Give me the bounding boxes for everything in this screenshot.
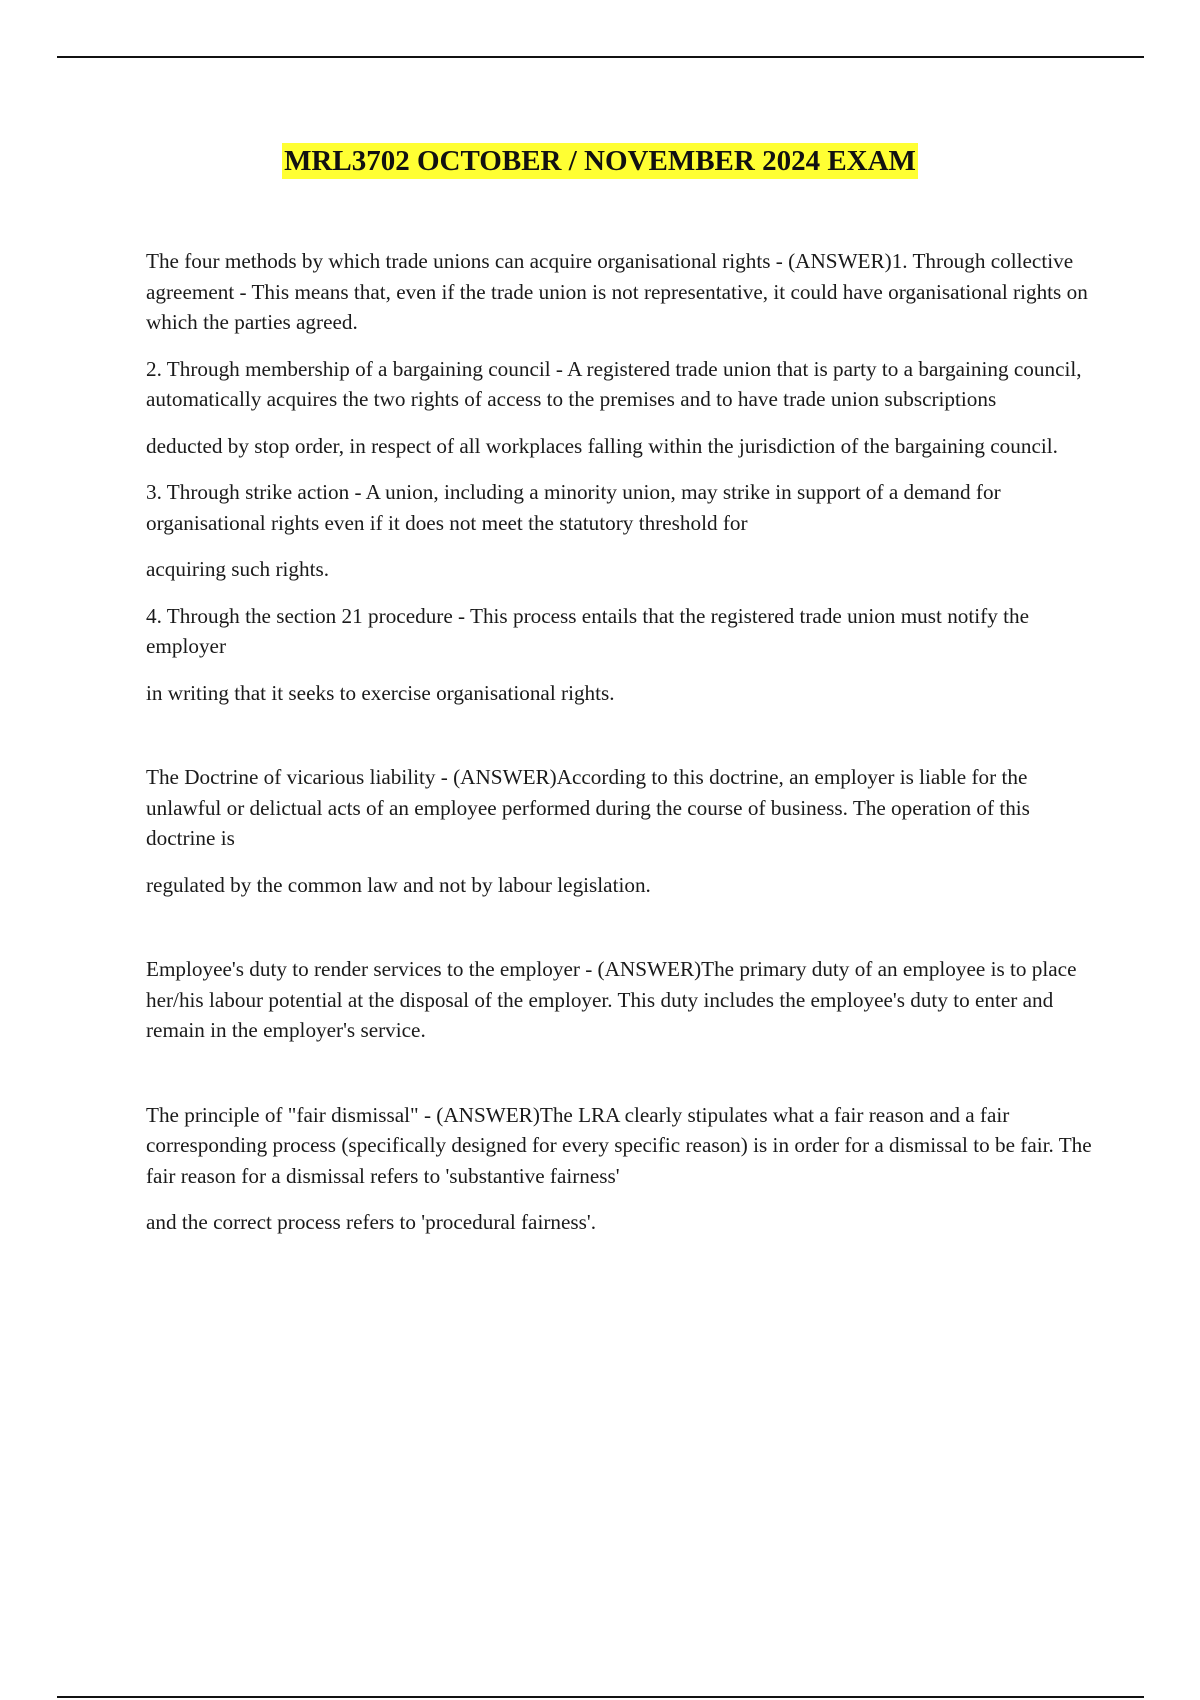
paragraph: The principle of "fair dismissal" - (ANSWER)The LRA clearly stipulates what a fair reason and a fair corresponding process (specifically designed for every specific reason) is in order for a dismissal to be fair. The fair reason for a dismissal refers to 'substantive fairness': [146, 1102, 1092, 1188]
paragraph: 4. Through the section 21 procedure - This process entails that the registered trade union must notify the employer: [146, 603, 1029, 658]
paragraph: in writing that it seeks to exercise organisational rights.: [146, 680, 615, 705]
qa-block-employee-duty: [146, 954, 1096, 1046]
paragraph: and the correct process refers to 'procedural fairness'.: [146, 1210, 597, 1234]
title-container: [0, 143, 1200, 179]
qa-block-vicarious-liability: [146, 762, 1096, 900]
paragraph: deducted by stop order, in respect of all workplaces falling within the jurisdiction of the bargaining council.: [146, 433, 1058, 458]
paragraph: regulated by the common law and not by labour legislation.: [146, 872, 651, 897]
qa-block-organisational-rights: [146, 246, 1096, 708]
paragraph: 2. Through membership of a bargaining council - A registered trade union that is party to a bargaining council, automatically acquires the two rights of access to the premises and to have trade union subscriptions: [146, 356, 1082, 411]
paragraph: acquiring such rights.: [146, 557, 330, 581]
document-title: MRL3702 OCTOBER / NOVEMBER 2024 EXAM: [284, 145, 916, 177]
top-horizontal-rule: [57, 56, 1144, 58]
qa-block-fair-dismissal: [146, 1100, 1096, 1238]
paragraph: Employee's duty to render services to the employer - (ANSWER)The primary duty of an employee is to place her/his labour potential at the disposal of the employer. This duty includes the employee's duty to enter and remain in the employer's service.: [146, 957, 1077, 1042]
paragraph: The Doctrine of vicarious liability - (ANSWER)According to this doctrine, an employer is liable for the unlawful or delictual acts of an employee performed during the course of business. The operation of this doctrine is: [146, 765, 1030, 850]
paragraph: 3. Through strike action - A union, including a minority union, may strike in support of a demand for organisational rights even if it does not meet the statutory threshold for: [146, 480, 1001, 535]
paragraph: The four methods by which trade unions can acquire organisational rights - (ANSWER)1. Through collective agreement - This means that, even if the trade union is not representative, it could have organisational rights on which the parties agreed.: [146, 249, 1088, 334]
bottom-horizontal-rule: [57, 1696, 1144, 1698]
document-body: [146, 246, 1096, 1254]
